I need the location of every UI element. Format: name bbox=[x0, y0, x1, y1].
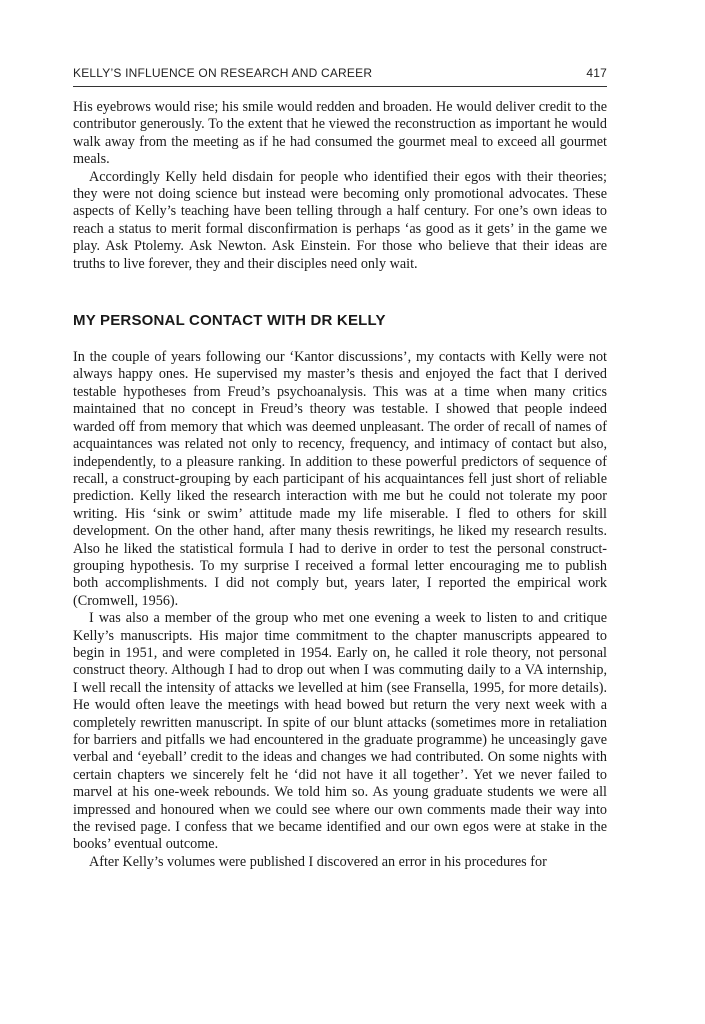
section-heading: MY PERSONAL CONTACT WITH DR KELLY bbox=[73, 312, 386, 330]
paragraph-continued: His eyebrows would rise; his smile would redden and broaden. He would deliver credit to the contributor generously. To the extent that he viewed the reconstruction as important he would walk away from the meeting as if he had consumed the gourmet meal to exceed all gourmet meals. bbox=[73, 99, 607, 168]
header-rule bbox=[73, 86, 607, 87]
paragraph-manuscript-group: I was also a member of the group who met one evening a week to listen to and critique Kelly’s manuscripts. His major time commitment to the chapter manuscripts appeared to begin in 1951, and were completed in 1954. Early on, he called it role theory, not personal construct theory. Although I had to drop out when I was commuting daily to a VA internship, I well recall the intensity of attacks we levelled at him (see Fransella, 1995, for more details). He would often leave the meetings with head bowed but return the very next week with a completely rewritten manuscript. In spite of our blunt attacks (sometimes more in retaliation for barriers and pitfalls we had encountered in the graduate programme) he unceasingly gave verbal and ‘eyeball’ credit to the ideas and changes we had contributed. On some nights with certain chapters we sincerely felt he ‘did not have it all together’. Yet we never failed to marvel at his one-week rebounds. We told him so. As young graduate students we were all impressed and honoured when we could see where our own comments made their way into the revised page. I confess that we became identified and our own egos were at stake in the books’ eventual outcome. bbox=[73, 610, 607, 853]
page-number: 417 bbox=[586, 66, 607, 80]
paragraph-after-volumes: After Kelly’s volumes were published I discovered an error in his procedures for bbox=[89, 853, 547, 870]
book-page bbox=[73, 64, 607, 871]
paragraph-contacts: In the couple of years following our ‘Kantor discussions’, my contacts with Kelly were not always happy ones. He supervised my master’s thesis and enjoyed the fact that I derived testable hypotheses from Freud’s psychoanalysis. This was at a time when many critics maintained that no concept in Freud’s theory was testable. I showed that people indeed warded off from memory that which was deemed unpleasant. The order of recall of names of acquaintances was related not only to recency, frequency, and intimacy of contact but also, independently, to a pleasure ranking. In addition to these powerful predictors of sequence of recall, a construct-grouping by each participant of his acquaintances fell just short of reliable prediction. Kelly liked the research interaction with me but he could not tolerate my poor writing. His ‘sink or swim’ attitude made my life miserable. I fled to others for skill development. On the other hand, after many thesis rewritings, he liked my research results. Also he liked the statistical formula I had to derive in order to test the personal construct-grouping hypothesis. To my surprise I received a formal letter encouraging me to publish both accomplishments. I did not comply but, years later, I reported the empirical work (Cromwell, 1956). bbox=[73, 349, 607, 609]
running-header bbox=[73, 64, 607, 82]
paragraph-disdain: Accordingly Kelly held disdain for people who identified their egos with their theories; they were not doing science but instead were becoming only promotional advocates. These aspects of Kelly’s teaching have been telling through a half century. For one’s own ideas to reach a status to merit formal disconfirmation is perhaps ‘as good as it gets’ in the game we play. Ask Ptolemy. Ask Newton. Ask Einstein. For those who believe that their ideas are truths to live forever, they and their disciples need only wait. bbox=[73, 168, 607, 272]
running-title: KELLY’S INFLUENCE ON RESEARCH AND CAREER bbox=[73, 66, 373, 80]
